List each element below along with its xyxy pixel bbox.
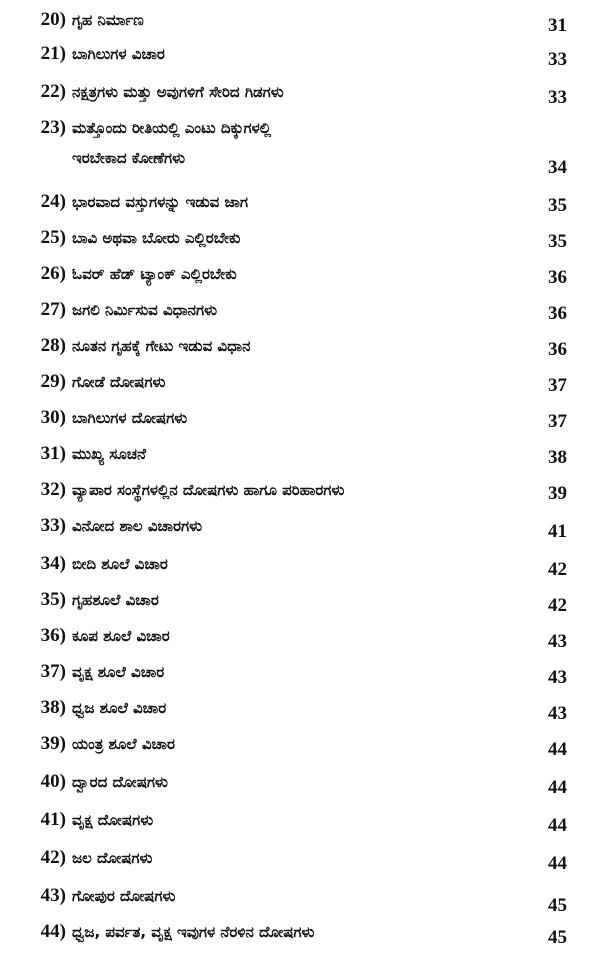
entry-number: 23) <box>40 117 66 138</box>
entry-page: 35 <box>548 195 567 216</box>
entry-number: 43) <box>40 885 66 906</box>
entry-page: 45 <box>548 927 567 948</box>
entry-page: 35 <box>548 231 567 252</box>
entry-title: ವೃಕ್ಷ ಶೂಲೆ ವಿಚಾರ <box>72 663 165 681</box>
toc-entry <box>0 552 600 588</box>
entry-title: ಗೃಹ ನಿರ್ಮಾಣ <box>72 11 144 29</box>
toc-entry <box>0 514 600 550</box>
entry-page: 44 <box>548 739 567 760</box>
toc-entry <box>0 884 600 920</box>
entry-page: 34 <box>548 157 567 178</box>
toc-entry <box>0 696 600 732</box>
entry-page: 36 <box>548 303 567 324</box>
entry-number: 20) <box>40 9 66 30</box>
toc-entry <box>0 226 600 262</box>
entry-title: ನಕ್ಷತ್ರಗಳು ಮತ್ತು ಅವುಗಳಿಗೆ ಸೇರಿದ ಗಿಡಗಳು <box>72 83 284 101</box>
entry-title: ಬಾವಿ ಅಥವಾ ಬೋರು ಎಲ್ಲಿರಬೇಕು <box>72 229 241 247</box>
toc-entry <box>0 478 600 514</box>
entry-number: 38) <box>40 697 66 718</box>
toc-entry <box>0 660 600 696</box>
entry-number: 26) <box>40 263 66 284</box>
entry-number: 32) <box>40 479 66 500</box>
entry-title-continued: ಇರಬೇಕಾದ ಕೋಣೆಗಳು <box>72 149 185 167</box>
entry-page: 36 <box>548 267 567 288</box>
entry-number: 28) <box>40 335 66 356</box>
entry-number: 21) <box>40 43 66 64</box>
entry-page: 33 <box>548 87 567 108</box>
entry-title: ಜಗಲಿ ನಿರ್ಮಿಸುವ ವಿಧಾನಗಳು <box>72 301 218 319</box>
entry-page: 36 <box>548 339 567 360</box>
entry-number: 42) <box>40 847 66 868</box>
entry-page: 43 <box>548 667 567 688</box>
toc-entry <box>0 8 600 44</box>
toc-entry <box>0 732 600 768</box>
entry-title: ದ್ವಾರದ ದೋಷಗಳು <box>72 773 168 791</box>
entry-number: 27) <box>40 299 66 320</box>
entry-title: ಬಾಗಿಲುಗಳ ದೋಷಗಳು <box>72 409 188 427</box>
entry-number: 31) <box>40 443 66 464</box>
entry-number: 39) <box>40 733 66 754</box>
entry-title: ಧ್ವಜ ಶೂಲೆ ವಿಚಾರ <box>72 699 167 717</box>
entry-title: ಓವರ್ ಹೆಡ್ ಟ್ಯಾಂಕ್ ಎಲ್ಲಿರಬೇಕು <box>72 265 237 283</box>
entry-title: ಭಾರವಾದ ವಸ್ತುಗಳನ್ನು ಇಡುವ ಜಾಗ <box>72 193 248 211</box>
toc-entry <box>0 298 600 334</box>
entry-page: 37 <box>548 411 567 432</box>
entry-page: 44 <box>548 777 567 798</box>
entry-page: 42 <box>548 559 567 580</box>
toc-entry <box>0 588 600 624</box>
toc-entry <box>0 808 600 844</box>
toc-entry <box>0 116 600 186</box>
toc-entry <box>0 190 600 226</box>
entry-title: ಗೃಹಶೂಲೆ ವಿಚಾರ <box>72 591 159 609</box>
entry-title: ಬಾಗಿಲುಗಳ ವಿಚಾರ <box>72 45 165 63</box>
entry-number: 33) <box>40 515 66 536</box>
entry-title: ವೃಕ್ಷ ದೋಷಗಳು <box>72 811 154 829</box>
entry-title: ನೂತನ ಗೃಹಕ್ಕೆ ಗೇಟು ಇಡುವ ವಿಧಾನ <box>72 337 251 355</box>
entry-number: 29) <box>40 371 66 392</box>
entry-title: ಬೀದಿ ಶೂಲೆ ವಿಚಾರ <box>72 555 168 573</box>
entry-page: 43 <box>548 631 567 652</box>
entry-number: 37) <box>40 661 66 682</box>
entry-number: 34) <box>40 553 66 574</box>
entry-number: 40) <box>40 771 66 792</box>
entry-page: 42 <box>548 595 567 616</box>
entry-title: ಗೋಪುರ ದೋಷಗಳು <box>72 887 176 905</box>
entry-page: 38 <box>548 447 567 468</box>
entry-page: 33 <box>548 49 567 70</box>
entry-title: ಮತ್ತೊಂದು ರೀತಿಯಲ್ಲಿ ಎಂಟು ದಿಕ್ಕುಗಳಲ್ಲಿ <box>72 119 272 137</box>
entry-title: ವಿನೋದ ಶಾಲ ವಿಚಾರಗಳು <box>72 517 203 535</box>
entry-number: 24) <box>40 191 66 212</box>
toc-entry <box>0 406 600 442</box>
toc-entry <box>0 920 600 956</box>
entry-title: ಮುಖ್ಯ ಸೂಚನೆ <box>72 445 146 463</box>
entry-title: ಯಂತ್ರ ಶೂಲೆ ವಿಚಾರ <box>72 735 175 753</box>
entry-page: 37 <box>548 375 567 396</box>
entry-page: 31 <box>548 15 567 36</box>
entry-number: 35) <box>40 589 66 610</box>
entry-page: 44 <box>548 815 567 836</box>
toc-entry <box>0 370 600 406</box>
entry-number: 22) <box>40 81 66 102</box>
toc-entry <box>0 624 600 660</box>
entry-title: ಜಲ ದೋಷಗಳು <box>72 849 153 867</box>
entry-title: ಕೂಪ ಶೂಲೆ ವಿಚಾರ <box>72 627 170 645</box>
entry-number: 44) <box>40 921 66 942</box>
entry-page: 44 <box>548 853 567 874</box>
entry-page: 43 <box>548 703 567 724</box>
entry-title: ಗೋಡೆ ದೋಷಗಳು <box>72 373 166 391</box>
entry-title: ವ್ಯಾಪಾರ ಸಂಸ್ಥೆಗಳಲ್ಲಿನ ದೋಷಗಳು ಹಾಗೂ ಪರಿಹಾರಗಳು <box>72 481 345 499</box>
entry-page: 41 <box>548 521 567 542</box>
entry-number: 30) <box>40 407 66 428</box>
toc-entry <box>0 846 600 882</box>
entry-page: 39 <box>548 483 567 504</box>
toc-entry <box>0 42 600 78</box>
entry-title: ಧ್ವಜ, ಪರ್ವತ, ವೃಕ್ಷ ಇವುಗಳ ನೆರಳಿನ ದೋಷಗಳು <box>72 923 315 941</box>
entry-number: 25) <box>40 227 66 248</box>
toc-entry <box>0 334 600 370</box>
entry-number: 41) <box>40 809 66 830</box>
toc-entry <box>0 442 600 478</box>
toc-entry <box>0 80 600 116</box>
entry-page: 45 <box>548 895 567 916</box>
entry-number: 36) <box>40 625 66 646</box>
toc-entry <box>0 770 600 806</box>
toc-entry <box>0 262 600 298</box>
